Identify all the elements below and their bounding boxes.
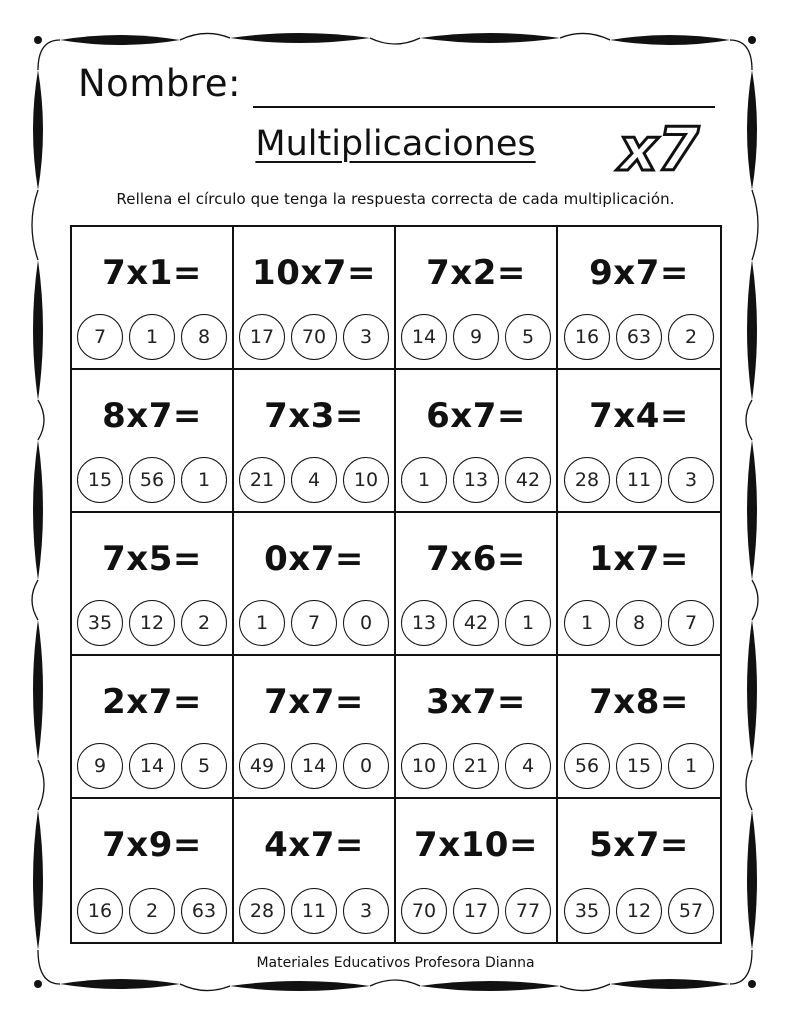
answer-circle[interactable]: 3 [343, 888, 389, 934]
problem-expression: 7x3= [264, 396, 364, 436]
problem-expression: 7x4= [589, 396, 689, 436]
answer-options [234, 314, 394, 360]
answer-options [72, 743, 232, 789]
problem-expression: 6x7= [426, 396, 526, 436]
problem-cell [558, 370, 720, 513]
problem-cell [72, 227, 234, 370]
answer-circle[interactable]: 49 [239, 743, 285, 789]
answer-circle[interactable]: 14 [291, 743, 337, 789]
answer-circle[interactable]: 63 [616, 314, 662, 360]
answer-options [72, 888, 232, 934]
answer-options [558, 314, 720, 360]
answer-circle[interactable]: 15 [616, 743, 662, 789]
problem-cell [396, 656, 558, 799]
problem-expression: 7x1= [102, 253, 202, 293]
answer-options [396, 600, 556, 646]
answer-circle[interactable]: 10 [401, 743, 447, 789]
problem-expression: 7x9= [102, 825, 202, 865]
problem-expression: 10x7= [252, 253, 376, 293]
answer-circle[interactable]: 14 [129, 743, 175, 789]
problem-expression: 1x7= [589, 539, 689, 579]
answer-circle[interactable]: 3 [343, 314, 389, 360]
answer-circle[interactable]: 1 [129, 314, 175, 360]
answer-circle[interactable]: 4 [505, 743, 551, 789]
answer-circle[interactable]: 0 [343, 600, 389, 646]
answer-options [558, 457, 720, 503]
answer-options [558, 743, 720, 789]
name-line[interactable] [253, 106, 715, 108]
problem-cell [396, 227, 558, 370]
answer-circle[interactable]: 7 [77, 314, 123, 360]
problem-expression: 7x2= [426, 253, 526, 293]
answer-options [558, 600, 720, 646]
worksheet-title: Multiplicaciones [255, 124, 536, 164]
answer-circle[interactable]: 1 [239, 600, 285, 646]
answer-circle[interactable]: 9 [77, 743, 123, 789]
answer-circle[interactable]: 2 [129, 888, 175, 934]
problem-cell [72, 513, 234, 656]
answer-circle[interactable]: 28 [239, 888, 285, 934]
badge-text: x7 [618, 118, 700, 182]
answer-circle[interactable]: 56 [564, 743, 610, 789]
answer-options [72, 314, 232, 360]
answer-circle[interactable]: 9 [453, 314, 499, 360]
problem-expression: 2x7= [102, 682, 202, 722]
answer-circle[interactable]: 1 [505, 600, 551, 646]
answer-circle[interactable]: 16 [564, 314, 610, 360]
answer-circle[interactable]: 11 [291, 888, 337, 934]
problem-cell [234, 370, 396, 513]
answer-circle[interactable]: 70 [291, 314, 337, 360]
answer-circle[interactable]: 13 [401, 600, 447, 646]
problem-expression: 5x7= [589, 825, 689, 865]
problem-cell [234, 656, 396, 799]
problem-cell [558, 799, 720, 942]
problem-cell [396, 799, 558, 942]
answer-circle[interactable]: 1 [181, 457, 227, 503]
answer-options [234, 600, 394, 646]
answer-circle[interactable]: 13 [453, 457, 499, 503]
answer-circle[interactable]: 56 [129, 457, 175, 503]
problem-cell [558, 656, 720, 799]
answer-circle[interactable]: 1 [668, 743, 714, 789]
answer-circle[interactable]: 7 [668, 600, 714, 646]
answer-circle[interactable]: 63 [181, 888, 227, 934]
problem-cell [234, 799, 396, 942]
answer-options [72, 600, 232, 646]
problem-grid [70, 225, 722, 944]
answer-circle[interactable]: 17 [239, 314, 285, 360]
problem-expression: 7x10= [414, 825, 538, 865]
answer-circle[interactable]: 16 [77, 888, 123, 934]
answer-circle[interactable]: 11 [616, 457, 662, 503]
instructions: Rellena el círculo que tenga la respuesta correcta de cada multiplicación. [116, 190, 675, 208]
problem-cell [72, 370, 234, 513]
answer-circle[interactable]: 0 [343, 743, 389, 789]
answer-circle[interactable]: 17 [453, 888, 499, 934]
answer-circle[interactable]: 8 [616, 600, 662, 646]
answer-circle[interactable]: 12 [129, 600, 175, 646]
answer-options [234, 743, 394, 789]
problem-cell [396, 513, 558, 656]
problem-expression: 9x7= [589, 253, 689, 293]
answer-options [396, 743, 556, 789]
problem-expression: 7x5= [102, 539, 202, 579]
answer-circle[interactable]: 2 [668, 314, 714, 360]
answer-options [234, 457, 394, 503]
answer-circle[interactable]: 3 [668, 457, 714, 503]
answer-circle[interactable]: 21 [453, 743, 499, 789]
answer-circle[interactable]: 35 [564, 888, 610, 934]
answer-circle[interactable]: 1 [401, 457, 447, 503]
problem-expression: 7x8= [589, 682, 689, 722]
problem-cell [396, 370, 558, 513]
problem-expression: 8x7= [102, 396, 202, 436]
problem-expression: 0x7= [264, 539, 364, 579]
answer-circle[interactable]: 7 [291, 600, 337, 646]
answer-circle[interactable]: 15 [77, 457, 123, 503]
problem-cell [72, 656, 234, 799]
problem-expression: 3x7= [426, 682, 526, 722]
answer-circle[interactable]: 1 [564, 600, 610, 646]
answer-options [396, 457, 556, 503]
answer-circle[interactable]: 35 [77, 600, 123, 646]
problem-cell [558, 513, 720, 656]
answer-circle[interactable]: 42 [453, 600, 499, 646]
answer-options [396, 314, 556, 360]
answer-circle[interactable]: 70 [401, 888, 447, 934]
answer-circle[interactable]: 12 [616, 888, 662, 934]
answer-options [234, 888, 394, 934]
problem-expression: 7x6= [426, 539, 526, 579]
answer-circle[interactable]: 5 [505, 314, 551, 360]
answer-circle[interactable]: 57 [668, 888, 714, 934]
answer-circle[interactable]: 10 [343, 457, 389, 503]
answer-circle[interactable]: 77 [505, 888, 551, 934]
problem-cell [234, 227, 396, 370]
answer-circle[interactable]: 8 [181, 314, 227, 360]
problem-expression: 7x7= [264, 682, 364, 722]
answer-circle[interactable]: 21 [239, 457, 285, 503]
answer-circle[interactable]: 28 [564, 457, 610, 503]
answer-circle[interactable]: 14 [401, 314, 447, 360]
answer-options [558, 888, 720, 934]
footer-credit: Materiales Educativos Profesora Dianna [256, 955, 535, 971]
problem-cell [558, 227, 720, 370]
answer-circle[interactable]: 42 [505, 457, 551, 503]
answer-circle[interactable]: 2 [181, 600, 227, 646]
answer-circle[interactable]: 4 [291, 457, 337, 503]
answer-circle[interactable]: 5 [181, 743, 227, 789]
problem-cell [234, 513, 396, 656]
problem-expression: 4x7= [264, 825, 364, 865]
answer-options [72, 457, 232, 503]
name-label: Nombre: [78, 62, 241, 105]
times-seven-badge [612, 118, 706, 182]
answer-options [396, 888, 556, 934]
problem-cell [72, 799, 234, 942]
